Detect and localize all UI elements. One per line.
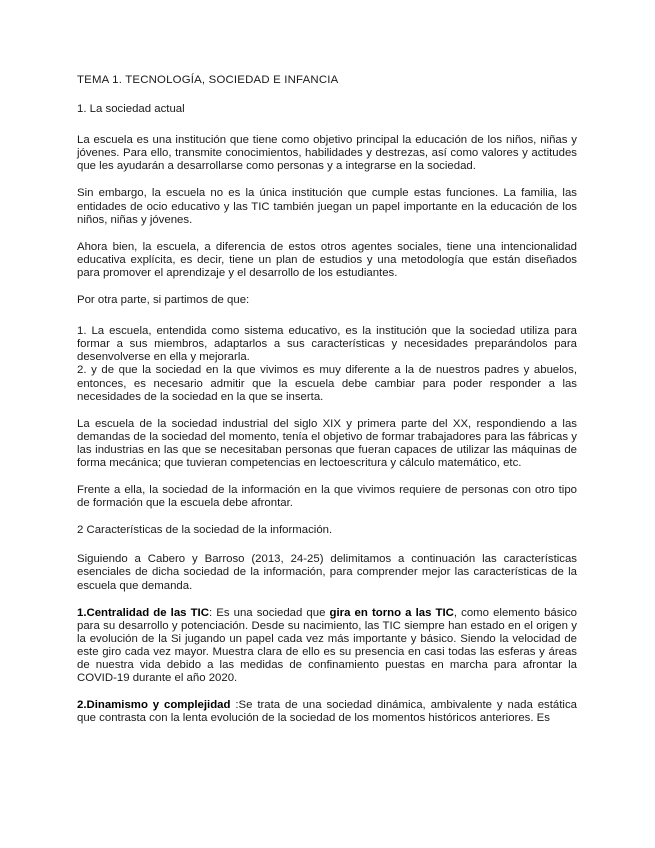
document-page <box>77 74 577 739</box>
characteristic-1-text-b: , como elemento básico para su desarrollo y potenciación. Desde su nacimiento, las TIC siempre han estado en el origen y la evolución de la Si jugando un papel cada vez más importante y básico. Siendo la velocidad de este giro cada vez mayor. Muestra clara de ello es su presencia en casi todas las esferas y áreas de nuestra vida debido a las medidas de confinamiento puestas en marcha para afrontar la COVID-19 durante el año 2020. <box>77 606 577 685</box>
list-item-2: 2. y de que la sociedad en la que vivimos es muy diferente a la de nuestros padres y abuelos, entonces, es necesario admitir que la escuela debe cambiar para poder responder a las necesidades de la sociedad en la que se inserta. <box>77 364 577 403</box>
characteristic-2-title: 2.Dinamismo y complejidad <box>77 699 231 712</box>
paragraph-6: Frente a ella, la sociedad de la información en la que vivimos requiere de personas con otro tipo de formación que la escuela debe afrontar. <box>77 484 577 510</box>
section-heading-1: 1. La sociedad actual <box>77 103 185 116</box>
characteristic-1-emphasis: gira en torno a las TIC <box>329 606 454 619</box>
section-heading-2: 2 Características de la sociedad de la información. <box>77 524 333 537</box>
paragraph-2: Sin embargo, la escuela no es la única institución que cumple estas funciones. La familia, las entidades de ocio educativo y las TIC también juegan un papel importante en la educación de los niños, niñas y jóvenes. <box>77 187 577 226</box>
paragraph-3: Ahora bien, la escuela, a diferencia de estos otros agentes sociales, tiene una intencionalidad educativa explícita, es decir, tiene un plan de estudios y una metodología que están diseñados para promover el aprendizaje y el desarrollo de los estudiantes. <box>77 240 577 279</box>
characteristic-1-text-a: : Es una sociedad que <box>208 606 330 619</box>
list-item-1: 1. La escuela, entendida como sistema educativo, es la institución que la sociedad utiliza para formar a sus miembros, adaptarlos a sus características y necesidades preparándolos para desenvolverse en ella y mejorarla. <box>77 325 577 364</box>
characteristic-2 <box>77 699 577 725</box>
document-title: TEMA 1. TECNOLOGÍA, SOCIEDAD E INFANCIA <box>77 74 339 86</box>
paragraph-5: La escuela de la sociedad industrial del siglo XIX y primera parte del XX, respondiendo a las demandas de la sociedad del momento, tenía el objetivo de formar trabajadores para las fábricas y las industrias en las que se necesitaban personas que fueran capaces de utilizar las máquinas de forma mecánica; que tuvieran competencias en lectoescritura y cálculo matemático, etc. <box>77 417 577 469</box>
characteristic-2-text: :Se trata de una sociedad dinámica, ambivalente y nada estática que contrasta con la lenta evolución de la sociedad de los momentos históricos anteriores. Es <box>77 699 577 725</box>
paragraph-4: Por otra parte, si partimos de que: <box>77 294 250 307</box>
paragraph-1: La escuela es una institución que tiene como objetivo principal la educación de los niños, niñas y jóvenes. Para ello, transmite conocimientos, habilidades y destrezas, así como valores y actitudes que les ayudarán a desarrollarse como personas y a integrarse en la sociedad. <box>77 134 577 173</box>
characteristic-1 <box>77 607 577 686</box>
paragraph-7: Siguiendo a Cabero y Barroso (2013, 24-25) delimitamos a continuación las características esenciales de dicha sociedad de la información, para comprender mejor las características de la escuela que demanda. <box>77 553 577 592</box>
characteristic-1-title: 1.Centralidad de las TIC <box>77 606 209 619</box>
